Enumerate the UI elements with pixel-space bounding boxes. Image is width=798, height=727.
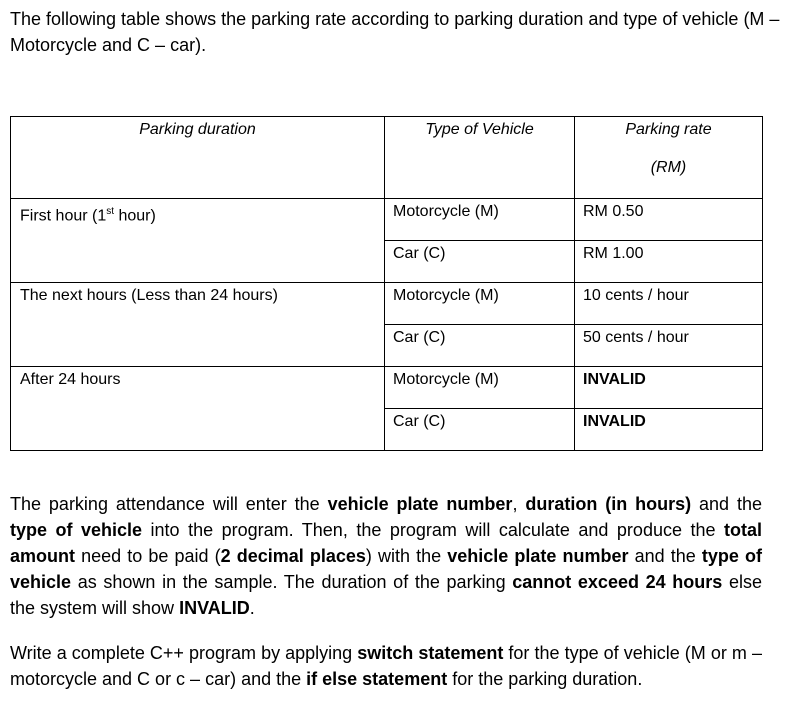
header-parking-rate: Parking rate (RM) [575,117,763,199]
duration-cell-first-hour: First hour (1st hour) [11,199,385,283]
rate-cell: 10 cents / hour [575,283,763,325]
table-row [11,199,763,241]
rate-cell: INVALID [575,409,763,451]
rate-cell: RM 1.00 [575,241,763,283]
duration-cell-next-hours: The next hours (Less than 24 hours) [11,283,385,367]
table-header-row [11,117,763,199]
task-paragraph: Write a complete C++ program by applying switch statement for the type of vehicle (M or m – motorcycle and C or c – car) and the if else statement for the parking duration. [10,643,762,689]
table-row [11,367,763,409]
rate-cell: INVALID [575,367,763,409]
instructions-paragraph: The parking attendance will enter the vehicle plate number, duration (in hours) and the type of vehicle into the program. Then, the program will calculate and produce the total amount need to be paid (2 decimal places) with the vehicle plate number and the type of vehicle as shown in the sample. The duration of the parking cannot exceed 24 hours else the system will show INVALID. [10,494,763,618]
vehicle-cell: Motorcycle (M) [385,199,575,241]
vehicle-cell: Motorcycle (M) [385,367,575,409]
header-parking-duration: Parking duration [11,117,385,199]
header-vehicle-type: Type of Vehicle [385,117,575,199]
vehicle-cell: Car (C) [385,241,575,283]
vehicle-cell: Motorcycle (M) [385,283,575,325]
duration-cell-after-24-hours: After 24 hours [11,367,385,451]
table-row [11,283,763,325]
vehicle-cell: Car (C) [385,325,575,367]
parking-rate-table [10,116,763,451]
intro-text: The following table shows the parking rate according to parking duration and type of vehicle (M – Motorcycle and C – car). [10,9,780,55]
rate-cell: RM 0.50 [575,199,763,241]
rate-cell: 50 cents / hour [575,325,763,367]
vehicle-cell: Car (C) [385,409,575,451]
